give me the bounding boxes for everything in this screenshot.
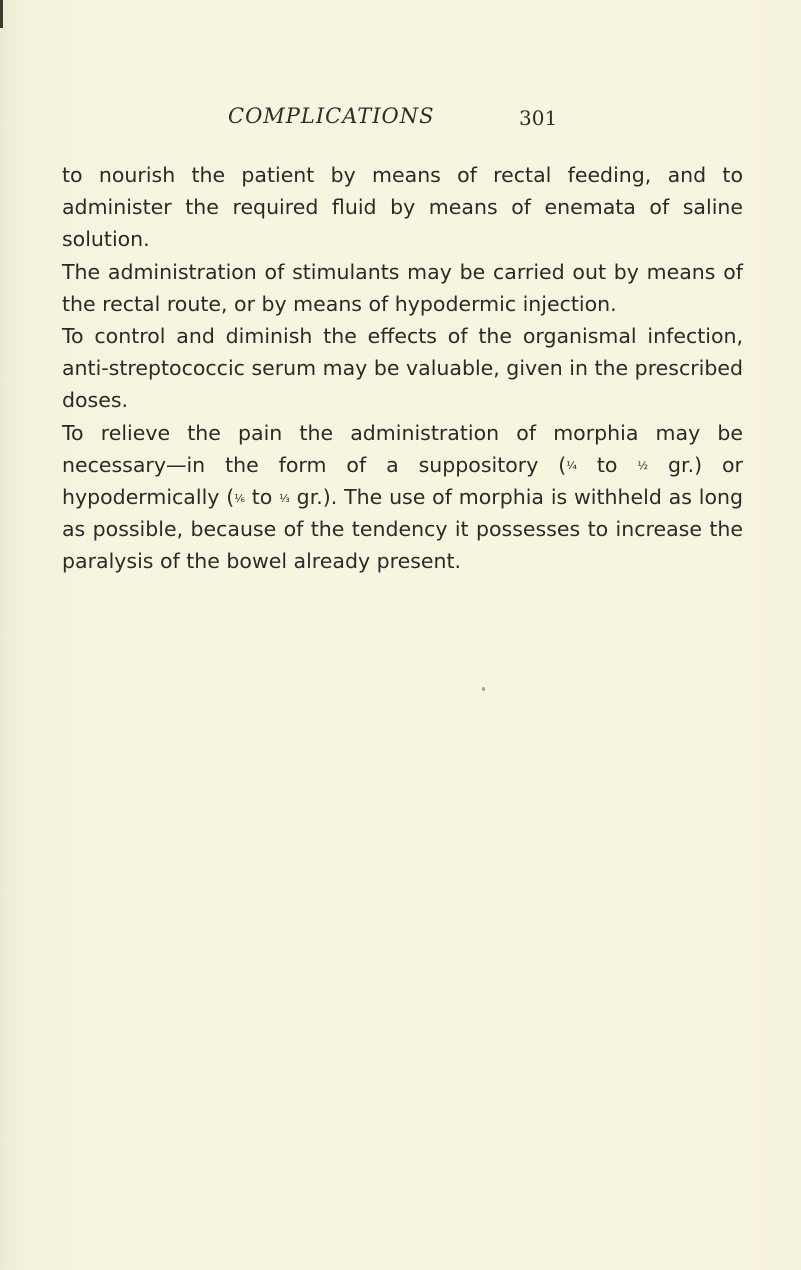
page-header	[0, 104, 801, 138]
binding-mark	[0, 0, 3, 28]
morphia-text-2: to	[576, 452, 638, 477]
paragraph-stimulants: The administration of stimulants may be carried out by means of the rectal route, or by means of hypodermic injection.	[62, 259, 743, 316]
body-text	[62, 159, 743, 578]
fraction-third: ⅓	[279, 491, 290, 505]
morphia-text-5: gr.). The use of morphia is withheld as long as possible, because of the tendency it possesses to increase the paralysis of the bowel already present.	[62, 485, 743, 574]
paragraph-rectal-feeding: to nourish the patient by means of rectal feeding, and to administer the required fluid by means of enemata of saline solution.	[62, 163, 743, 252]
fraction-half: ½	[637, 459, 649, 473]
morphia-text-1: To relieve the pain the administration of morphia may be necessary—in the form of a suppository (	[62, 420, 743, 477]
fraction-quarter: ¼	[566, 459, 577, 473]
paper-speck	[482, 687, 485, 691]
paragraph-morphia	[62, 417, 743, 578]
morphia-text-4: to	[244, 485, 280, 510]
fraction-sixth: ⅙	[234, 491, 245, 505]
morphia-text-3: gr.) or hypodermically (	[62, 452, 743, 510]
paragraph-infection: To control and diminish the effects of the organismal infection, anti-streptococcic serum may be valuable, given in the prescribed doses.	[62, 324, 743, 413]
running-title: COMPLICATIONS	[228, 104, 435, 128]
page-number: 301	[519, 106, 558, 130]
